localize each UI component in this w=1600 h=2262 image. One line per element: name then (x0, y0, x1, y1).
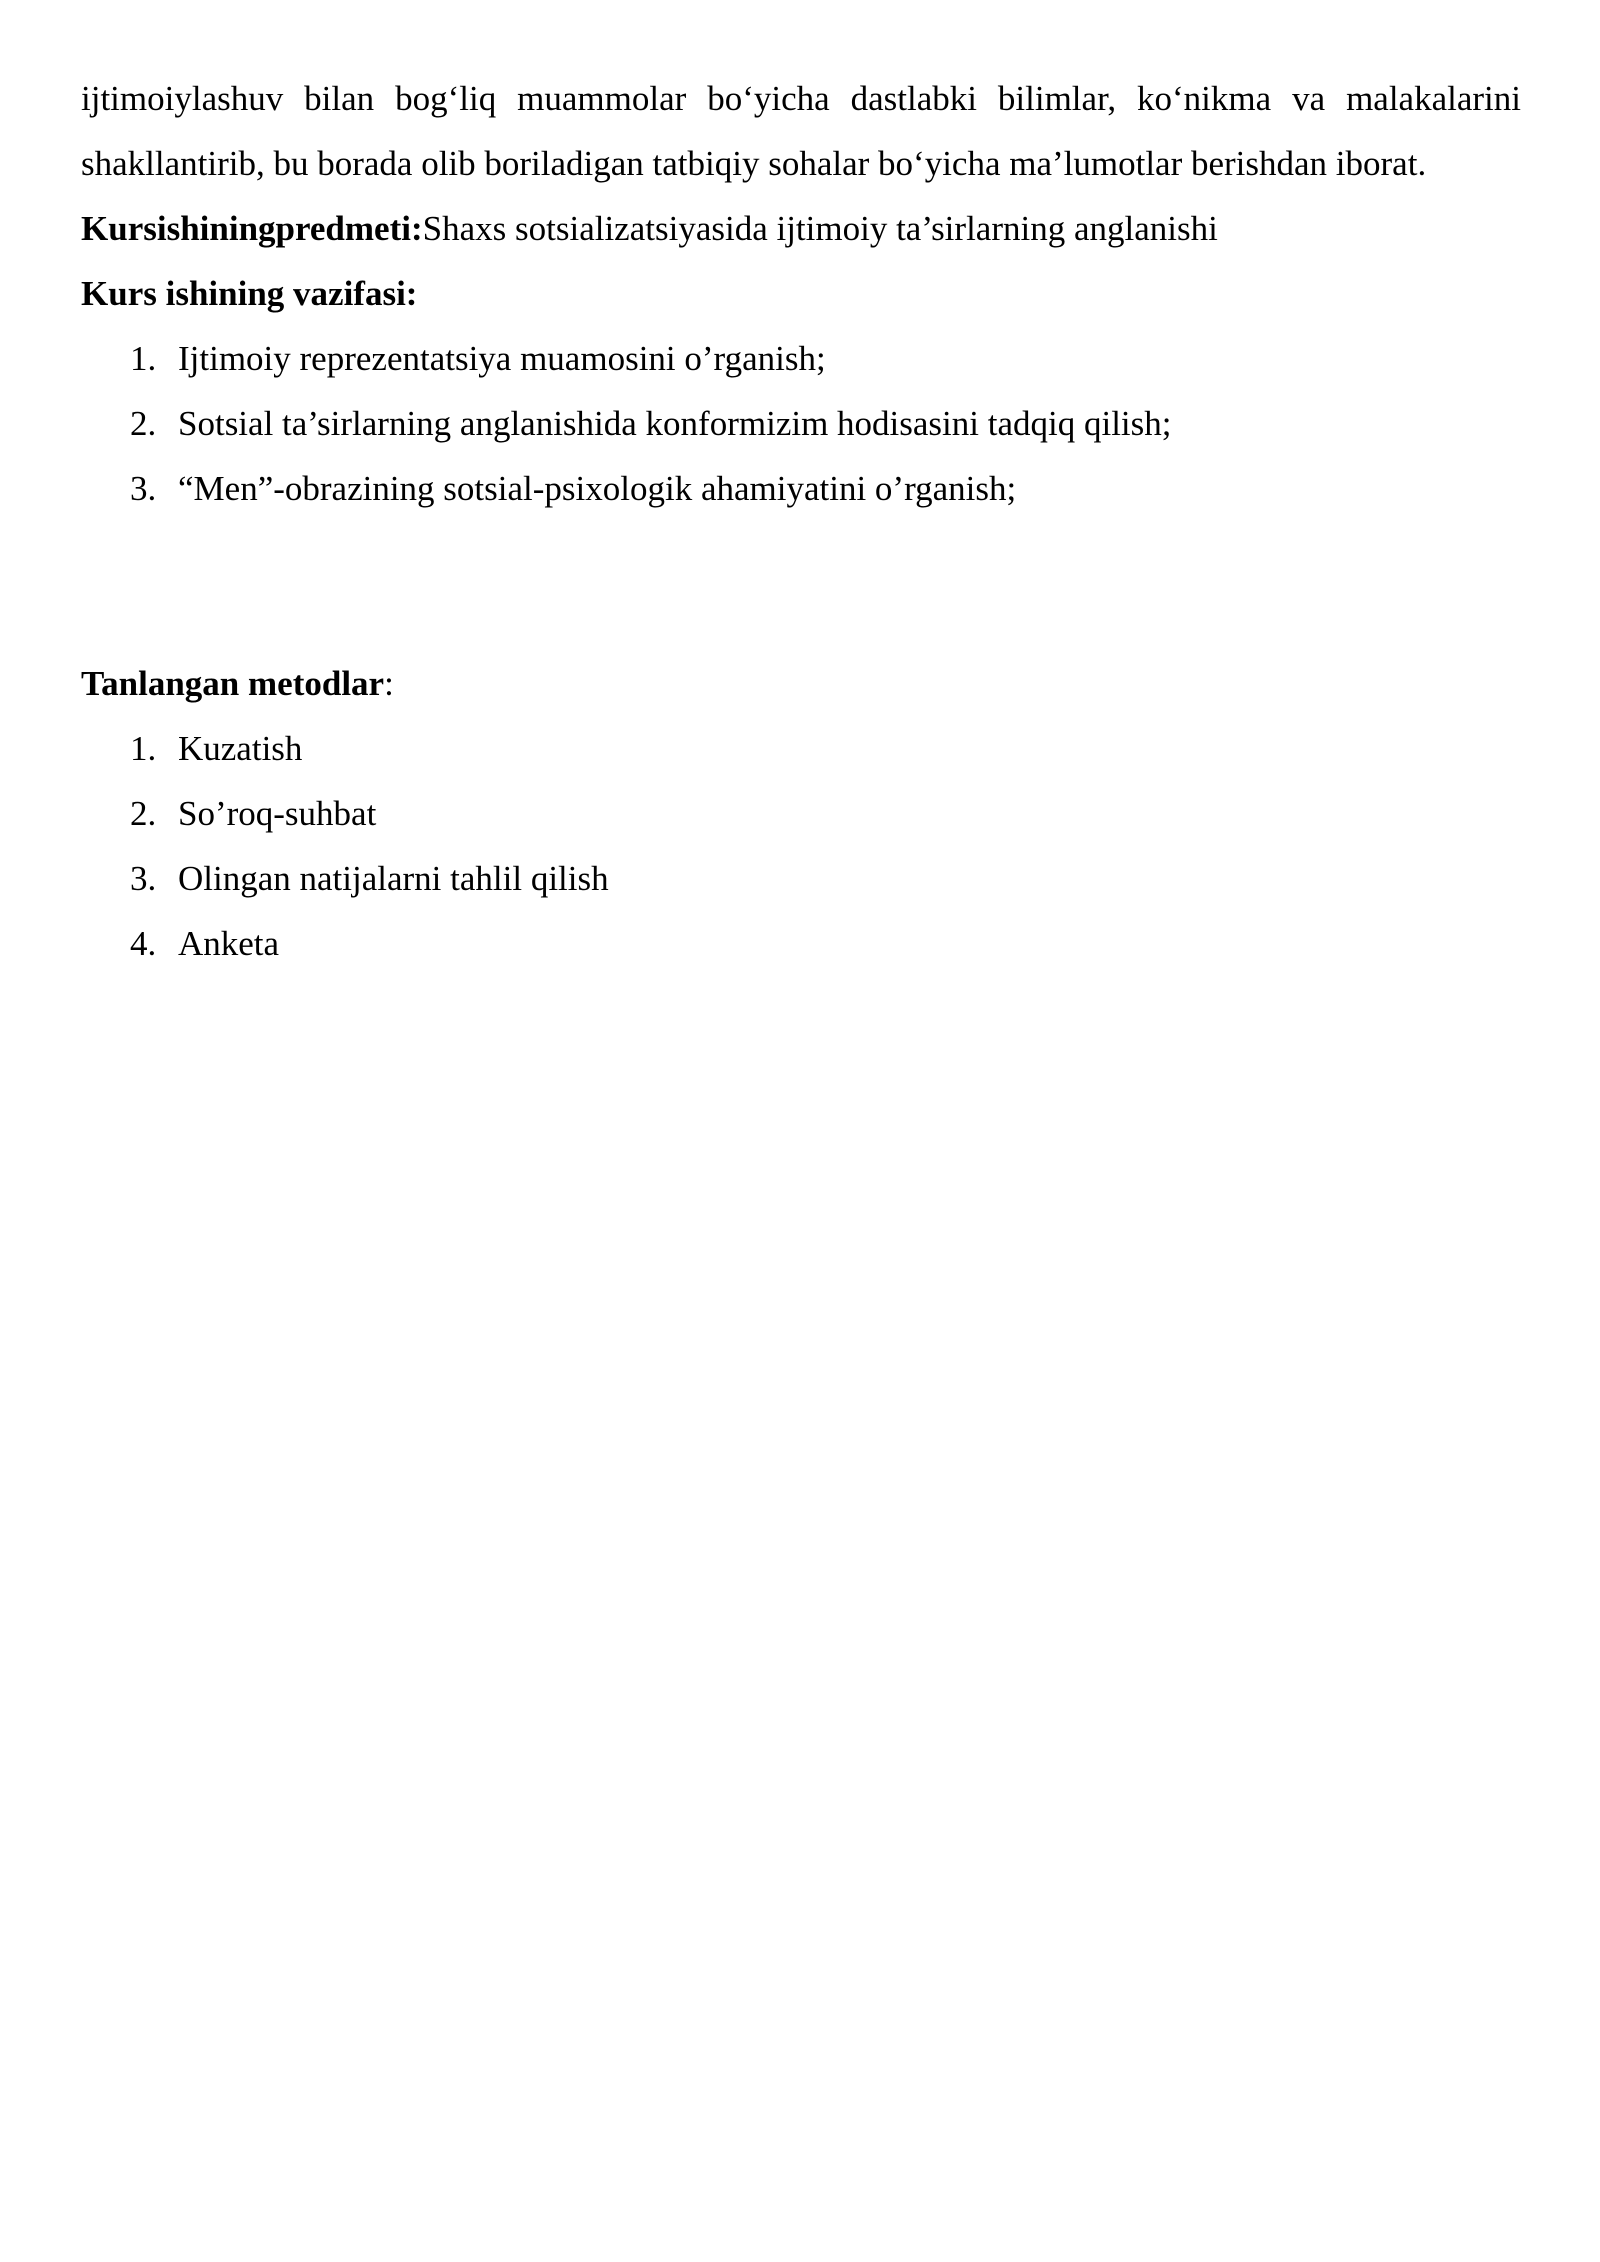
list-item (81, 911, 1521, 976)
list-item-text: Olingan natijalarni tahlil qilish (178, 859, 609, 898)
list-item (81, 846, 1521, 911)
methods-list (81, 716, 1521, 976)
list-item (81, 781, 1521, 846)
list-item-text: Anketa (178, 924, 280, 963)
subject-text: Shaxs sotsializatsiyasida ijtimoiy ta’sirlarning anglanishi (422, 209, 1218, 248)
subject-label: Kursishiningpredmeti: (81, 209, 423, 248)
list-item-number: 3. (130, 469, 157, 508)
list-item-number: 4. (130, 924, 157, 963)
methods-heading-colon: : (384, 664, 394, 703)
list-item-text: “Men”-obrazining sotsial-psixologik ahamiyatini o’rganish; (178, 469, 1017, 508)
list-item (81, 391, 1521, 456)
list-item (81, 716, 1521, 781)
list-item-text: So’roq-suhbat (178, 794, 377, 833)
list-item-text: Sotsial ta’sirlarning anglanishida konformizim hodisasini tadqiq qilish; (178, 404, 1172, 443)
list-item-number: 2. (130, 404, 157, 443)
tasks-list (81, 326, 1521, 521)
methods-heading: Tanlangan metodlar (81, 664, 385, 703)
list-item-number: 2. (130, 794, 157, 833)
document-body (81, 66, 1521, 976)
methods-heading-line (81, 651, 1521, 716)
list-item-text: Kuzatish (178, 729, 303, 768)
blank-space (81, 521, 1521, 651)
list-item-number: 3. (130, 859, 157, 898)
tasks-heading: Kurs ishining vazifasi: (81, 274, 418, 313)
list-item-number: 1. (130, 729, 157, 768)
list-item-number: 1. (130, 339, 157, 378)
list-item (81, 456, 1521, 521)
subject-line (81, 196, 1521, 261)
list-item-text: Ijtimoiy reprezentatsiya muamosini o’rganish; (178, 339, 826, 378)
list-item (81, 326, 1521, 391)
intro-paragraph: ijtimoiylashuv bilan bog‘liq muammolar bo‘yicha dastlabki bilimlar, ko‘nikma va malakalarini shakllantirib, bu borada olib boriladigan tatbiqiy sohalar bo‘yicha ma’lumotlar berishdan iborat. (81, 79, 1521, 183)
